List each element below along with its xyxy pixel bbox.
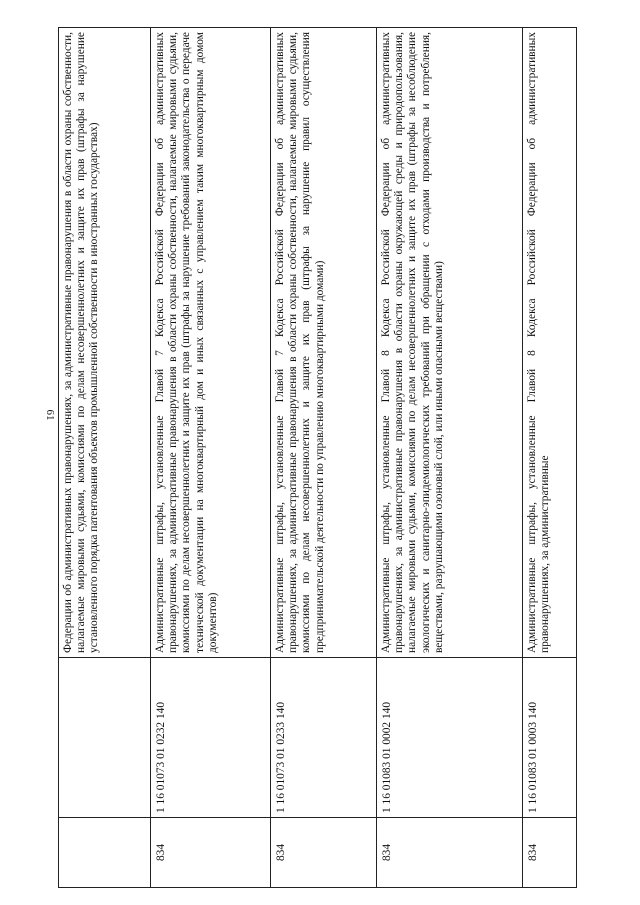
- cell-description: Административные штрафы, установленные Главой 8 Кодекса Российской Федерации об административных правонарушениях, за административные правонарушения в области охраны окружающей среды и природопользования, налагаемые мировыми судьями, комиссиями по делам несовершеннолетних и защите их прав (штрафы за несоблюдение экологических и санитарно-эпидемиологических требований при обращении с отходами производства и потребления, веществами, разрушающими озоновый слой, или иными опасными веществами): [377, 28, 523, 658]
- cell-kbk: [59, 658, 151, 818]
- cell-kbk: 1 16 01073 01 0232 140: [151, 658, 271, 818]
- table-row: [523, 28, 577, 888]
- cell-code: 834: [377, 818, 523, 888]
- cell-code: [59, 818, 151, 888]
- table-row: [151, 28, 271, 888]
- rotated-table-area: [58, 28, 576, 888]
- cell-code: 834: [151, 818, 271, 888]
- cell-code: 834: [523, 818, 577, 888]
- cell-code: 834: [271, 818, 377, 888]
- cell-kbk: 1 16 01083 01 0002 140: [377, 658, 523, 818]
- table-row: [59, 28, 151, 888]
- page-number: 61: [44, 409, 56, 421]
- cell-kbk: 1 16 01073 01 0233 140: [271, 658, 377, 818]
- cell-description: Административные штрафы, установленные Главой 7 Кодекса Российской Федерации об административных правонарушениях, за административные правонарушения в области охраны собственности, налагаемые мировыми судьями, комиссиями по делам несовершеннолетних и защите их прав (штрафы за нарушение правил осуществления предпринимательской деятельности по управлению многоквартирными домами): [271, 28, 377, 658]
- cell-kbk: 1 16 01083 01 0003 140: [523, 658, 577, 818]
- cell-description: Административные штрафы, установленные Главой 8 Кодекса Российской Федерации об административных правонарушениях, за административные: [523, 28, 577, 658]
- table-row: [271, 28, 377, 888]
- cell-description: Административные штрафы, установленные Главой 7 Кодекса Российской Федерации об административных правонарушениях, за административные правонарушения в области охраны собственности, налагаемые мировыми судьями, комиссиями по делам несовершеннолетних и защите их прав (штрафы за нарушение требований законодательства о передаче технической документации на многоквартирный дом и иных связанных с управлением таким многоквартирным домом документов): [151, 28, 271, 658]
- cell-description: Федерации об административных правонарушениях, за административные правонарушения в области охраны собственности, налагаемые мировыми судьями, комиссиями по делам несовершеннолетних и защите их прав (штрафы за нарушение установленного порядка патентования объектов промышленной собственности в иностранных государствах): [59, 28, 151, 658]
- budget-codes-table: [58, 27, 577, 888]
- table-row: [377, 28, 523, 888]
